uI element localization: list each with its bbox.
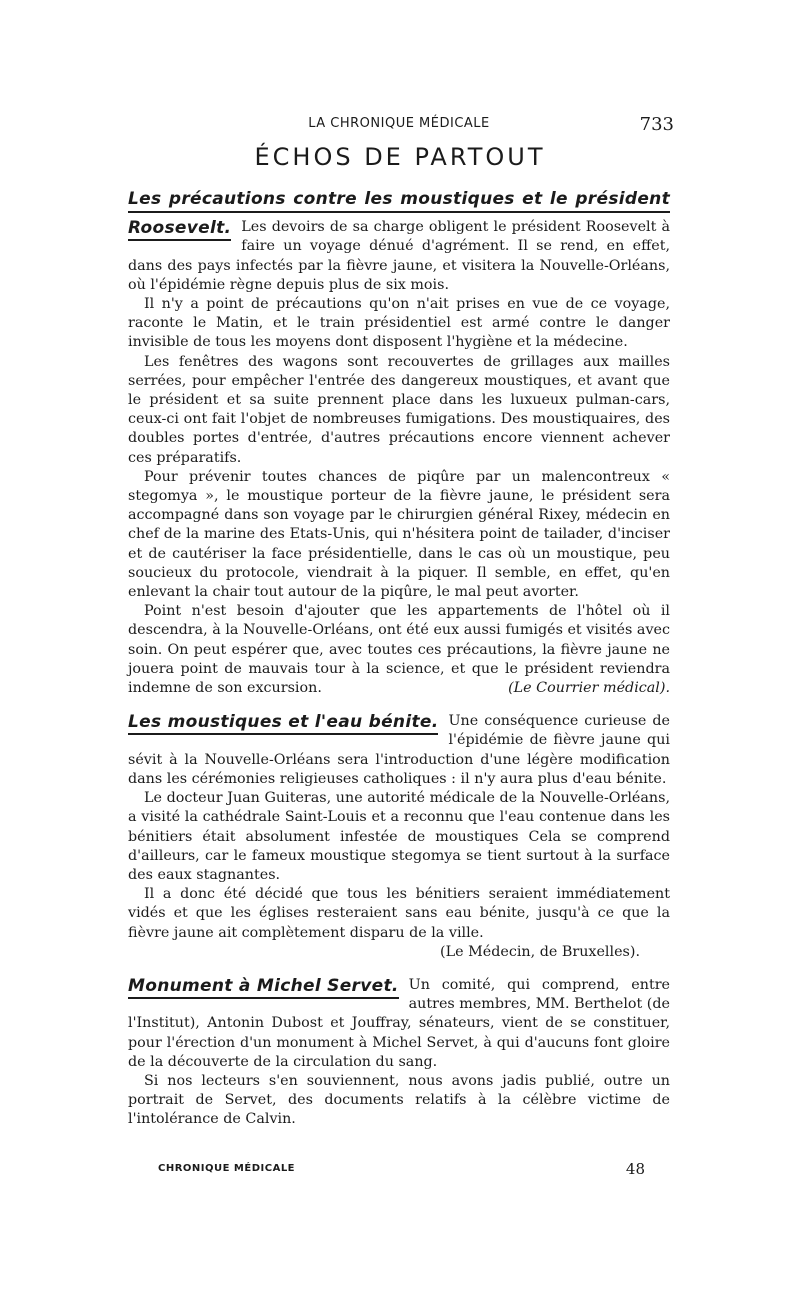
running-title: LA CHRONIQUE MÉDICALE — [308, 116, 490, 131]
article-moustiques-eau-benite — [128, 712, 670, 962]
paragraph-with-citation — [128, 602, 670, 698]
article-title: Les moustiques et l'eau bénite. — [128, 712, 438, 735]
article-monument-servet — [128, 976, 670, 1130]
paragraph: Pour prévenir toutes chances de piqûre par un malencontreux « stegomya », le moustique porteur de la fièvre jaune, le président sera accompagné dans son voyage par le chirurgien général Rixey, médecin en chef de la marine des Etats-Unis, qui n'hésitera point de tailader, d'inciser et de cautériser la face présidentielle, dans le cas où un moustique, peu soucieux du protocole, viendrait à la piquer. Il semble, en effet, qu'en enlevant la chair tout autour de la piqûre, le mal peut avorter. — [128, 468, 670, 601]
paragraph-text: Point n'est besoin d'ajouter que les appartements de l'hôtel où il descendra, à la Nouvelle-Orléans, ont été eux aussi fumigés et visités avec soin. On peut espérer que, avec toutes ces précautions, la fièvre jaune ne jouera point de mauvais tour à la science, et que le président reviendra indemne de son excursion. — [128, 603, 670, 697]
paragraph: Si nos lecteurs s'en souviennent, nous avons jadis publié, outre un portrait de Servet, des documents relatifs à la célèbre victime de l'intolérance de Calvin. — [128, 1072, 670, 1128]
article-column — [128, 190, 670, 1130]
citation: (Le Médecin, de Bruxelles). — [440, 943, 640, 960]
running-footer — [158, 1160, 645, 1183]
signature-number: 48 — [625, 1160, 645, 1178]
article-precautions-roosevelt — [128, 190, 670, 698]
section-title: ÉCHOS DE PARTOUT — [254, 143, 546, 171]
footer-title: CHRONIQUE MÉDICALE — [158, 1163, 296, 1174]
citation: (Le Courrier médical). — [508, 680, 670, 697]
paragraph: Il n'y a point de précautions qu'on n'ait prises en vue de ce voyage, raconte le Matin, et le train présidentiel est armé contre le danger invisible de tous les moyens dont disposent l'hygiène et la médecine. — [128, 296, 670, 351]
article-title: Monument à Michel Servet. — [128, 976, 399, 999]
article-title-continuation: Roosevelt. — [128, 218, 231, 241]
paragraph: Les devoirs de sa charge obligent le président Roosevelt à faire un voyage dénué d'agrément. Il se rend, en effet, dans des pays infectés par la fièvre jaune, et visitera la Nouvelle-Orléans, où l'épidémie règne depuis plus de six mois. — [128, 219, 670, 293]
paragraph: Le docteur Juan Guiteras, une autorité médicale de la Nouvelle-Orléans, a visité la cathédrale Saint-Louis et a reconnu que l'eau contenue dans les bénitiers était absolument infestée de moustiques Cela se comprend d'ailleurs, car le fameux moustique stegomya se tient surtout à la surface des eaux stagnantes. — [128, 790, 670, 883]
running-header — [128, 114, 674, 136]
paragraph: Les fenêtres des wagons sont recouvertes de grillages aux mailles serrées, pour empêcher l'entrée des dangereux moustiques, et avant que le président et sa suite prennent place dans les luxueux pulman-cars, ceux-ci ont fait l'objet de nombreuses fumigations. Des moustiquaires, des doubles portes d'entrée, d'autres précautions encore viennent achever ces préparatifs. — [128, 353, 670, 466]
paragraph: Une conséquence curieuse de l'épidémie de fièvre jaune qui sévit à la Nouvelle-Orléans sera l'introduction d'une légère modification dans les cérémonies religieuses catholiques : il n'y aura plus d'eau bénite. — [128, 713, 670, 787]
page-number: 733 — [639, 114, 674, 135]
paragraph: Il a donc été décidé que tous les bénitiers seraient immédiatement vidés et que les églises resteraient sans eau bénite, jusqu'à ce que la fièvre jaune ait complètement disparu de la ville. — [128, 886, 670, 941]
article-title: Les précautions contre les moustiques et le président — [128, 190, 670, 213]
paragraph: Un comité, qui comprend, entre autres membres, MM. Berthelot (de l'Institut), Antonin Dubost et Jouffray, sénateurs, vient de se constituer, pour l'érection d'un monument à Michel Servet, à qui d'aucuns font gloire de la découverte de la circulation du sang. — [128, 976, 670, 1070]
